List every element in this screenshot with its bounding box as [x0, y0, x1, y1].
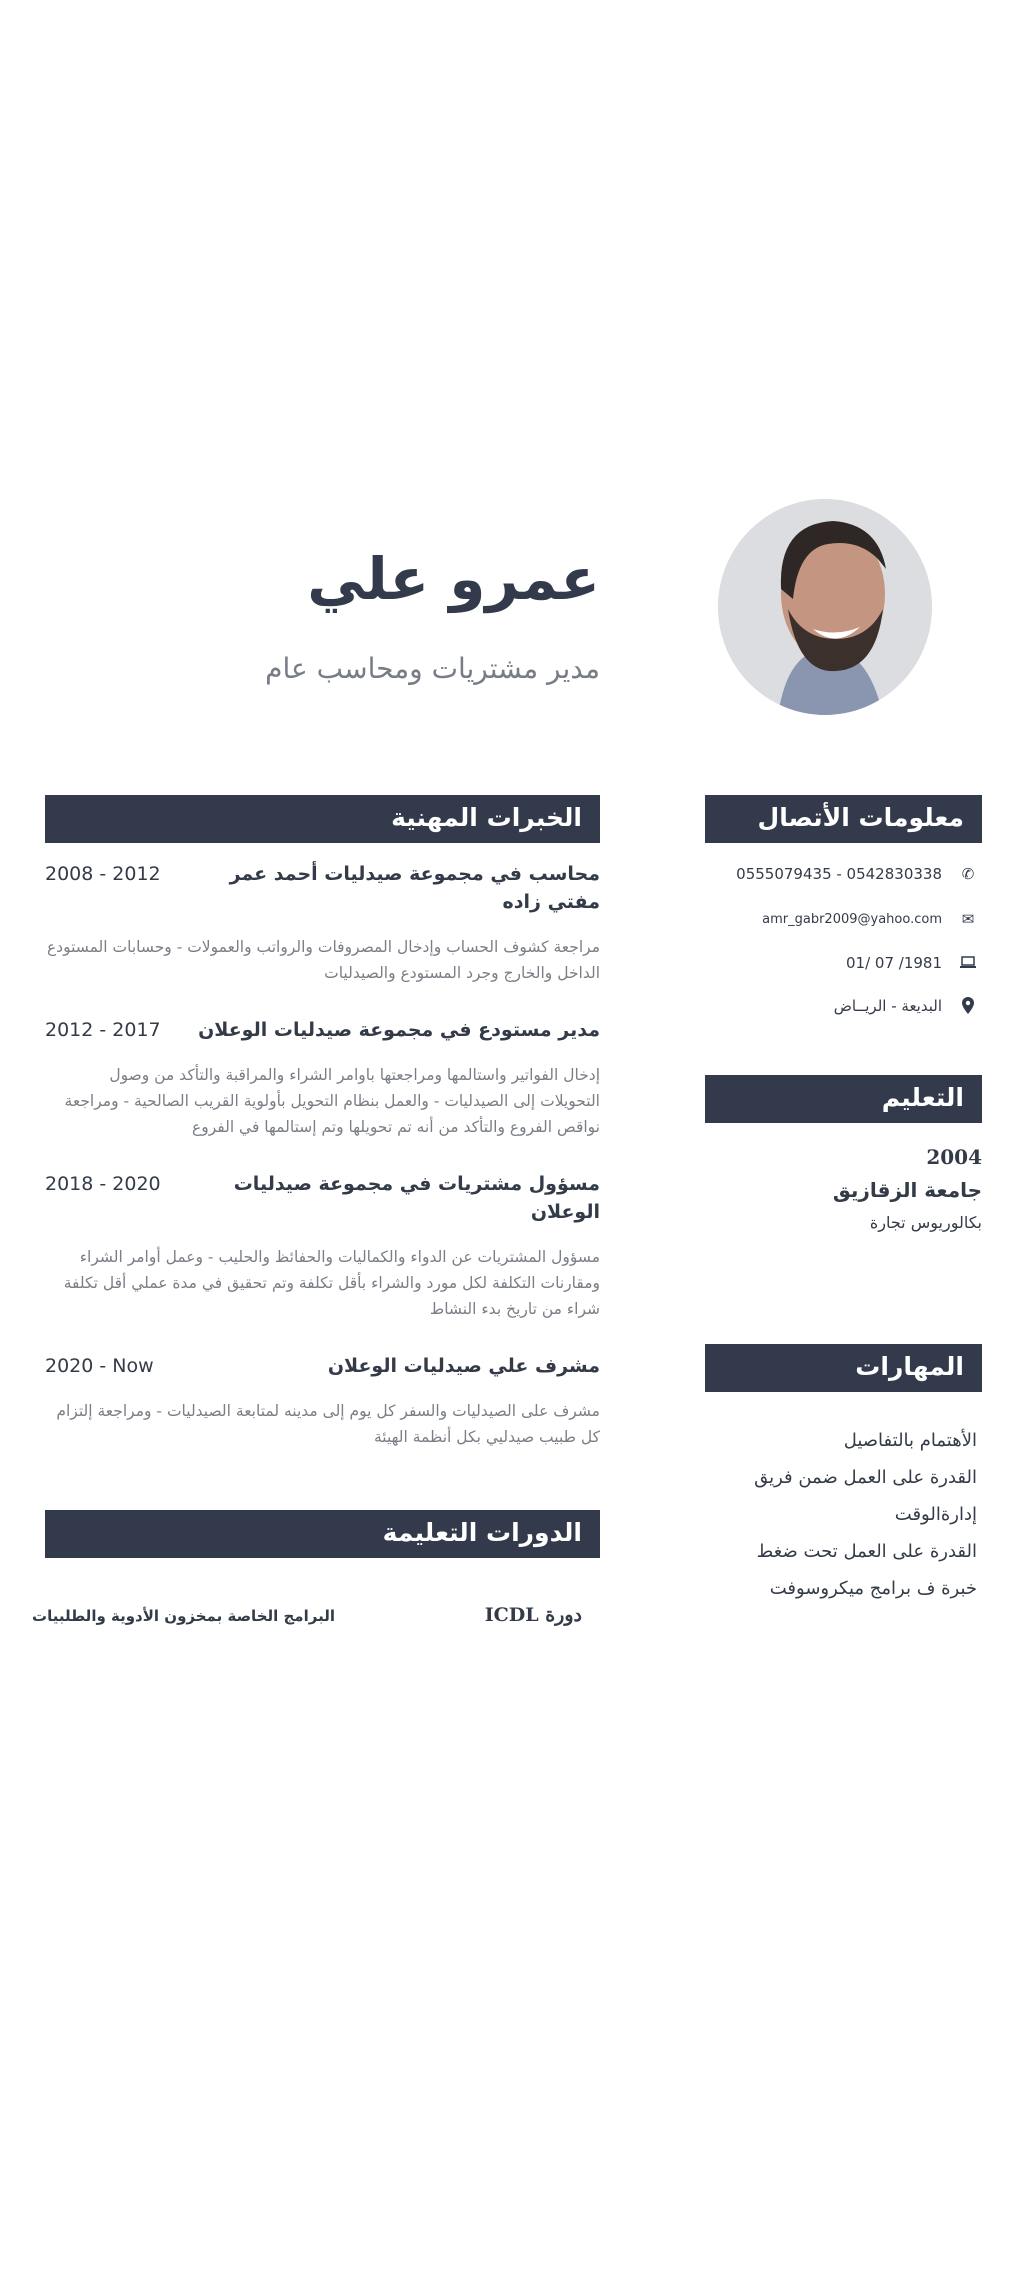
email-link[interactable]: amr_gabr2009@yahoo.com [762, 912, 942, 927]
skills-header [705, 1344, 982, 1392]
contact-heading: معلومات الأتصال [757, 803, 964, 832]
skill-item: القدرة على العمل تحت ضغط [756, 1541, 977, 1562]
phone-text: 0555079435 - 0542830338 [736, 865, 942, 883]
job-entry [45, 860, 600, 986]
job-entry [45, 1016, 600, 1140]
skill-item: خبرة ف برامج ميكروسوفت [769, 1578, 977, 1599]
courses-header [45, 1510, 600, 1558]
degree-name: بكالوريوس تجارة [869, 1213, 982, 1232]
profile-photo [718, 499, 932, 715]
job-header [45, 1016, 600, 1044]
job-title: مشرف علي صيدليات الوعلان [327, 1355, 600, 1377]
job-header [45, 1352, 600, 1380]
education-heading: التعليم [881, 1083, 964, 1112]
job-date: 2008 - 2012 [45, 863, 161, 885]
job-description: إدخال الفواتير واستالمها ومراجعتها باوامر الشراء والمراقبة والتأكد من وصول التحويلات إلى الصيدليات - والعمل بنظام التحويل بأولوية القريب الصالحية - ومراجعة نواقص الفروع والتأكد من أنه تم تحويلها وتم إستالمها في الفروع [64, 1066, 600, 1136]
location-text: البديعة - الريــاض [833, 997, 942, 1015]
candidate-name: عمرو علي [307, 545, 600, 613]
job-title: محاسب في مجموعة صيدليات أحمد عمر مفتي زاده [229, 863, 600, 913]
job-description: مشرف على الصيدليات والسفر كل يوم إلى مدينه لمتابعة الصيدليات - ومراجعة إلتزام كل طبيب صيدليي بكل أنظمة الهيئة [56, 1402, 600, 1446]
map-pin-icon [960, 997, 976, 1013]
job-date: 2012 - 2017 [45, 1019, 161, 1041]
phone-icon: ✆ [961, 865, 975, 883]
skill-item: إدارةالوقت [894, 1504, 977, 1525]
job-title: مدير مستودع في مجموعة صيدليات الوعلان [198, 1019, 600, 1041]
experience-list [45, 860, 600, 1480]
experience-heading: الخبرات المهنية [391, 803, 582, 832]
envelope-open-icon: ✉ [961, 910, 975, 928]
laptop-icon [960, 955, 976, 971]
skill-item: القدرة على العمل ضمن فريق [754, 1467, 977, 1488]
job-entry [45, 1352, 600, 1450]
course-item: البرامج الخاصة بمخزون الأدوية والطلبيات [32, 1607, 335, 1625]
experience-header [45, 795, 600, 843]
course-item: دورة ICDL [484, 1604, 582, 1626]
contact-header [705, 795, 982, 843]
education-year: 2004 [926, 1145, 982, 1169]
skills-heading: المهارات [855, 1352, 964, 1381]
birthdate-text: 01/ 07 /1981 [846, 954, 942, 972]
job-title: مسؤول مشتريات في مجموعة صيدليات الوعلان [233, 1173, 600, 1223]
job-date: 2018 - 2020 [45, 1173, 161, 1195]
job-date: 2020 - Now [45, 1355, 154, 1377]
job-description: مسؤول المشتريات عن الدواء والكماليات والحفائظ والحليب - وعمل أوامر الشراء ومقارنات التكلفة لكل مورد والشراء بأقل تكلفة وتم تحقيق في مدة عملي أقل تكلفة شراء من تاريخ بدء النشاط [63, 1248, 600, 1318]
job-header [45, 1170, 600, 1226]
job-description: مراجعة كشوف الحساب وإدخال المصروفات والرواتب والعمولات - وحسابات المستودع الداخل والخارج وجرد المستودع والصيدليات [46, 938, 600, 982]
candidate-title: مدير مشتريات ومحاسب عام [265, 652, 600, 685]
skill-item: الأهتمام بالتفاصيل [843, 1430, 977, 1451]
job-header [45, 860, 600, 916]
education-header [705, 1075, 982, 1123]
job-entry [45, 1170, 600, 1322]
courses-heading: الدورات التعليمة [382, 1518, 582, 1547]
university-name: جامعة الزقازيق [832, 1178, 982, 1202]
